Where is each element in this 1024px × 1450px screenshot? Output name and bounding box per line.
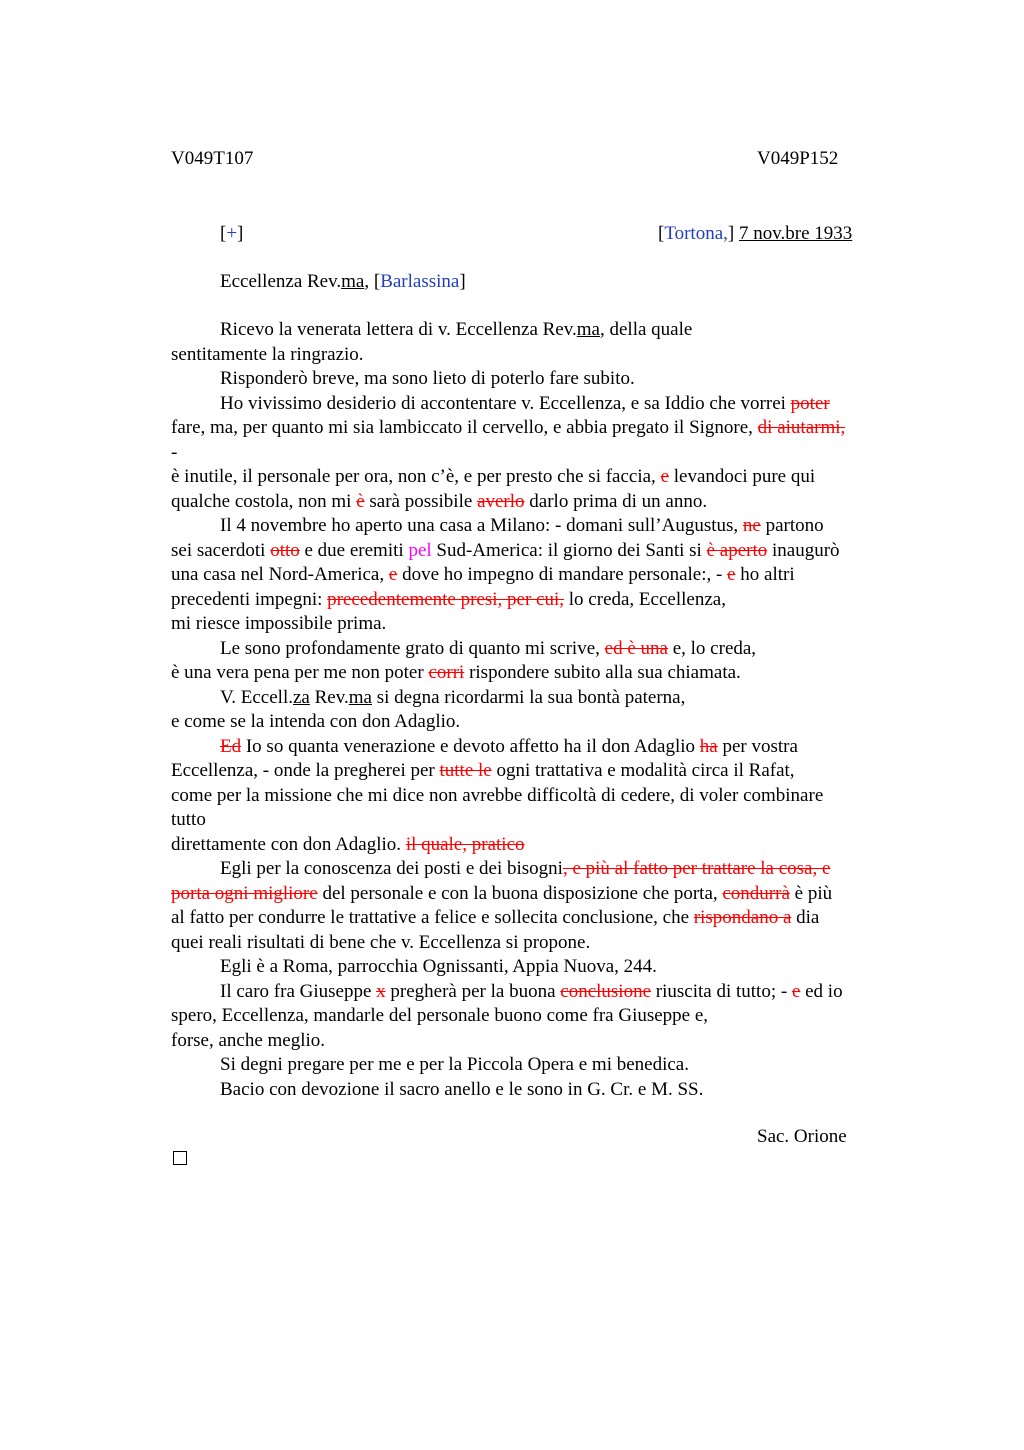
body-line: al fatto per condurre le trattative a felice e sollecita conclusione, che rispondano a dia [171, 907, 820, 928]
body-line: è inutile, il personale per ora, non c’è, e per presto che si faccia, e levandoci pure qui [171, 466, 816, 487]
cross-symbol: + [226, 223, 238, 244]
body-line: e come se la intenda con don Adaglio. [171, 711, 461, 732]
place: Tortona, [664, 223, 728, 244]
body-line: V. Eccell.za Rev.ma si degna ricordarmi la sua bontà paterna, [220, 687, 686, 708]
body-line: Le sono profondamente grato di quanto mi scrive, ed è una e, lo creda, [220, 638, 757, 659]
body-line: qualche costola, non mi è sarà possibile averlo darlo prima di un anno. [171, 491, 708, 512]
signature: Sac. Orione [757, 1126, 847, 1147]
body-line: come per la missione che mi dice non avrebbe difficoltà di cedere, di voler combinare [171, 785, 824, 806]
end-box-icon [173, 1151, 187, 1165]
body-line: è una vera pena per me non poter corri rispondere subito alla sua chiamata. [171, 662, 741, 683]
body-line: sentitamente la ringrazio. [171, 344, 364, 365]
body-line: Il 4 novembre ho aperto una casa a Milano: - domani sull’Augustus, ne partono [220, 515, 824, 536]
body-line: Ricevo la venerata lettera di v. Eccellenza Rev.ma, della quale [220, 319, 693, 340]
dateline: [Tortona,] 7 nov.bre 1933 [658, 223, 853, 244]
body-line: porta ogni migliore del personale e con la buona disposizione che porta, condurrà è più [171, 883, 833, 904]
body-line: Egli per la conoscenza dei posti e dei bisogni, e più al fatto per trattare la cosa, e [220, 858, 831, 879]
document-code-right: V049P152 [757, 148, 839, 169]
body-line: Ho vivissimo desiderio di accontentare v. Eccellenza, e sa Iddio che vorrei poter [220, 393, 830, 414]
body-line: precedenti impegni: precedentemente presi, per cui, lo creda, Eccellenza, [171, 589, 726, 610]
body-line: Il caro fra Giuseppe x pregherà per la buona conclusione riuscita di tutto; - e ed io [220, 981, 843, 1002]
body-line: Eccellenza, - onde la pregherei per tutte le ogni trattativa e modalità circa il Rafat, [171, 760, 795, 781]
body-line: una casa nel Nord-America, e dove ho impegno di mandare personale:, - e ho altri [171, 564, 795, 585]
body-line: sei sacerdoti otto e due eremiti pel Sud-America: il giorno dei Santi si è aperto inaugurò [171, 540, 840, 561]
body-line: spero, Eccellenza, mandarle del personale buono come fra Giuseppe e, [171, 1005, 709, 1026]
date: 7 nov.bre 1933 [738, 223, 853, 244]
body-line: Si degni pregare per me e per la Piccola Opera e mi benedica. [220, 1054, 689, 1075]
body-line: Egli è a Roma, parrocchia Ognissanti, Appia Nuova, 244. [220, 956, 657, 977]
body-line: Risponderò breve, ma sono lieto di poterlo fare subito. [220, 368, 635, 389]
salutation: Eccellenza Rev.ma, [Barlassina] [220, 271, 466, 292]
body-line: fare, ma, per quanto mi sia lambiccato il cervello, e abbia pregato il Signore, di aiutarmi, [171, 417, 846, 438]
body-line: Ed Io so quanta venerazione e devoto affetto ha il don Adaglio ha per vostra [220, 736, 798, 757]
body-line: tutto [171, 809, 206, 830]
document-code-left: V049T107 [171, 148, 254, 169]
body-line: mi riesce impossibile prima. [171, 613, 387, 634]
recipient: Barlassina [380, 271, 460, 292]
cross-mark: [+] [220, 223, 244, 244]
body-line: forse, anche meglio. [171, 1030, 326, 1051]
body-line: - [171, 442, 178, 463]
body-line: quei reali risultati di bene che v. Eccellenza si propone. [171, 932, 591, 953]
body-line: Bacio con devozione il sacro anello e le sono in G. Cr. e M. SS. [220, 1079, 704, 1100]
body-line: direttamente con don Adaglio. il quale, pratico [171, 834, 525, 855]
